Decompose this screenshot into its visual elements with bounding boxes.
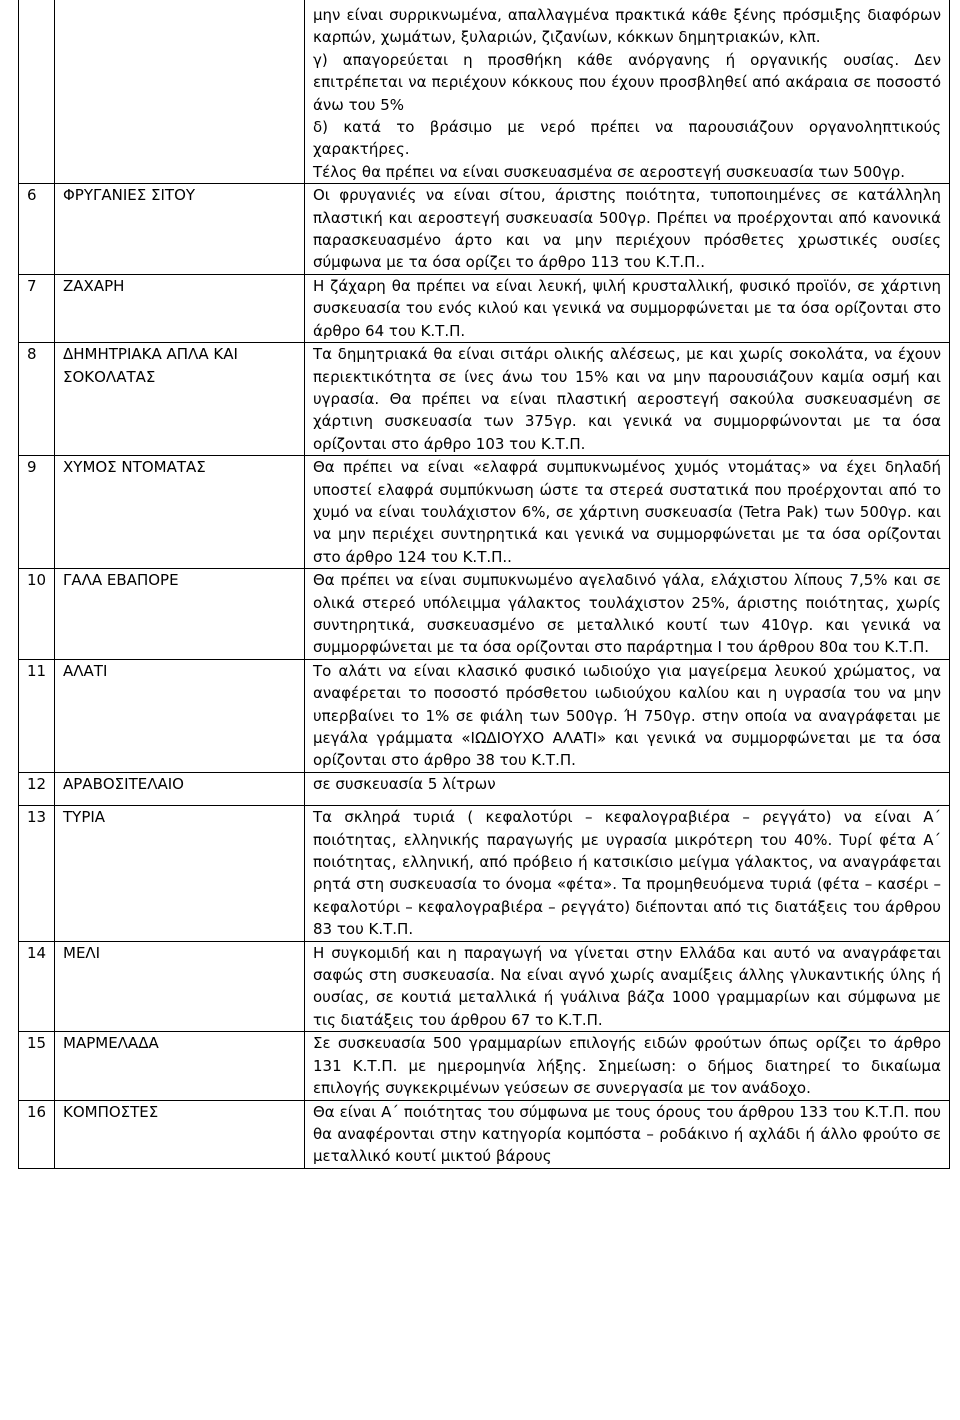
item-number: 8 <box>19 343 55 456</box>
table-row <box>19 806 950 941</box>
item-description: Η συγκομιδή και η παραγωγή να γίνεται στην Ελλάδα και αυτό να αναγράφεται σαφώς στη συσκευασία. Να είναι αγνό χωρίς αναμίξεις άλλης γλυκαντικής ύλης ή ουσίας, σε κουτιά μεταλλικά ή γυάλινα βάζα 1000 γραμμαρίων και σύμφωνα με τις διατάξεις του άρθρου 67 το Κ.Τ.Π. <box>305 941 950 1032</box>
item-number: 7 <box>19 274 55 342</box>
item-number: 11 <box>19 659 55 772</box>
item-description: Θα είναι Α΄ ποιότητας του σύμφωνα με τους όρους του άρθρου 133 του Κ.Τ.Π. που θα αναφέρονται στην κατηγορία κομπόστα – ροδάκινο ή αχλάδι ή άλλο φρούτο σε μεταλλικό κουτί μικτού βάρους <box>305 1100 950 1168</box>
item-name: ΦΡΥΓΑΝΙΕΣ ΣΙΤΟΥ <box>55 184 305 275</box>
item-description: Σε συσκευασία 500 γραμμαρίων επιλογής ειδών φρούτων όπως ορίζει το άρθρο 131 Κ.Τ.Π. με ημερομηνία λήξης. Σημείωση: ο δήμος διατηρεί το δικαίωμα επιλογής συγκεκριμένων γεύσεων σε συνεργασία με τον ανάδοχο. <box>305 1032 950 1100</box>
continuation-line: μην είναι συρρικνωμένα, απαλλαγμένα πρακτικά κάθε ξένης πρόσμιξης διαφόρων καρπών, χωμάτων, ξυλαριών, ζιζανίων, κόκκων δημητριακών, κλπ. <box>313 6 941 47</box>
item-number: 9 <box>19 456 55 569</box>
item-number: 16 <box>19 1100 55 1168</box>
table-row <box>19 456 950 569</box>
item-description: Θα πρέπει να είναι «ελαφρά συμπυκνωμένος χυμός ντομάτας» να έχει δηλαδή υποστεί ελαφρά συμπύκνωση ώστε τα στερεά συστατικά που προέρχονται από το χυμό να είναι τουλάχιστον 6%, σε χάρτινη συσκευασία (Tetra Pak) των 500γρ. και να μην περιέχει συντηρητικά και γενικά να συμμορφώνεται με τα όσα ορίζονται στο άρθρο 124 του Κ.Τ.Π.. <box>305 456 950 569</box>
item-description: σε συσκευασία 5 λίτρων <box>305 772 950 805</box>
item-name: ΧΥΜΟΣ ΝΤΟΜΑΤΑΣ <box>55 456 305 569</box>
table-row <box>19 659 950 772</box>
table-row <box>19 772 950 805</box>
table-row <box>19 1100 950 1168</box>
item-description: Τα δημητριακά θα είναι σιτάρι ολικής αλέσεως, με και χωρίς σοκολάτα, να έχουν περιεκτικότητα σε ίνες άνω του 15% και να μην παρουσιάζουν καμία οσμή και υγρασία. Θα πρέπει να είναι πλαστική αεροστεγή σακούλα συσκευασμένη σε χάρτινη συσκευασία των 375γρ. και γενικά να συμμορφώνονται με τα όσα ορίζονται στο άρθρο 103 του Κ.Τ.Π. <box>305 343 950 456</box>
table-row <box>19 184 950 275</box>
table-row <box>19 569 950 660</box>
item-number: 10 <box>19 569 55 660</box>
item-name: ΓΑΛΑ ΕΒΑΠΟΡΕ <box>55 569 305 660</box>
item-number: 14 <box>19 941 55 1032</box>
item-number-cell <box>19 0 55 184</box>
item-name: ΤΥΡΙΑ <box>55 806 305 941</box>
item-number: 6 <box>19 184 55 275</box>
continuation-line: γ) απαγορεύεται η προσθήκη κάθε ανόργανης ή οργανικής ουσίας. Δεν επιτρέπεται να περιέχουν κόκκους που έχουν προσβληθεί από ακάραια σε ποσοστό άνω του 5% <box>313 50 941 114</box>
item-name: ΚΟΜΠΟΣΤΕΣ <box>55 1100 305 1168</box>
table-row-continuation <box>19 0 950 184</box>
item-number: 13 <box>19 806 55 941</box>
item-name: ΑΛΑΤΙ <box>55 659 305 772</box>
table-row <box>19 274 950 342</box>
product-spec-table <box>18 0 950 1169</box>
table-row <box>19 941 950 1032</box>
item-description: Οι φρυγανιές να είναι σίτου, άριστης ποιότητα, τυποποιημένες σε κατάλληλη πλαστική και αεροστεγή συσκευασία 500γρ. Πρέπει να προέρχονται από κανονικά παρασκευασμένο άρτο και να μην περιέχουν πρόσθετες χρωστικές ουσίες σύμφωνα με τα όσα ορίζει το άρθρο 113 του Κ.Τ.Π.. <box>305 184 950 275</box>
continuation-line: Τέλος θα πρέπει να είναι συσκευασμένα σε αεροστεγή συσκευασία των 500γρ. <box>313 162 905 181</box>
continuation-line: δ) κατά το βράσιμο με νερό πρέπει να παρουσιάζουν οργανοληπτικούς χαρακτήρες. <box>313 118 941 159</box>
continuation-description <box>305 0 950 184</box>
item-description: Η ζάχαρη θα πρέπει να είναι λευκή, ψιλή κρυσταλλική, φυσικό προϊόν, σε χάρτινη συσκευασία του ενός κιλού και γενικά να συμμορφώνεται με τα όσα ορίζονται στο άρθρο 64 του Κ.Τ.Π. <box>305 274 950 342</box>
table-row <box>19 1032 950 1100</box>
item-name: ΔΗΜΗΤΡΙΑΚΑ ΑΠΛΑ ΚΑΙ ΣΟΚΟΛΑΤΑΣ <box>55 343 305 456</box>
item-description: Θα πρέπει να είναι συμπυκνωμένο αγελαδινό γάλα, ελάχιστου λίπους 7,5% και σε ολικά στερεό υπόλειμμα γάλακτος τουλάχιστον 25%, άριστης ποιότητας, χωρίς συντηρητικά, συσκευασμένο σε μεταλλικό κουτί των 410γρ. και γενικά να συμμορφώνεται με τα όσα ορίζονται στο παράρτημα Ι του άρθρου 80α του Κ.Τ.Π. <box>305 569 950 660</box>
item-description: Τα σκληρά τυριά ( κεφαλοτύρι – κεφαλογραβιέρα – ρεγγάτο) να είναι Α΄ ποιότητας, ελληνικής παραγωγής με υγρασία μικρότερη του 40%. Τυρί φέτα Α΄ ποιότητας, ελληνική, από πρόβειο ή κατσικίσιο μείγμα γάλακτος, να αναγράφεται ρητά στη συσκευασία το όνομα «φέτα». Τα προμηθευόμενα τυριά (φέτα – κασέρι – κεφαλοτύρι – κεφαλογραβιέρα – ρεγγάτο) διέπονται από τις διατάξεις του άρθρου 83 του Κ.Τ.Π. <box>305 806 950 941</box>
item-name: ΖΑΧΑΡΗ <box>55 274 305 342</box>
item-name: ΜΕΛΙ <box>55 941 305 1032</box>
item-name: ΜΑΡΜΕΛΑΔΑ <box>55 1032 305 1100</box>
item-name: ΑΡΑΒΟΣΙΤΕΛΑΙΟ <box>55 772 305 805</box>
item-name-cell <box>55 0 305 184</box>
item-number: 12 <box>19 772 55 805</box>
table-row <box>19 343 950 456</box>
item-description: Το αλάτι να είναι κλασικό φυσικό ιωδιούχο για μαγείρεμα λευκού χρώματος, να αναφέρεται το ποσοστό πρόσθετου ιωδιούχου καλίου και η υγρασία του να μην υπερβαίνει το 1% σε φιάλη των 500γρ. Ή 750γρ. στην οποία να αναγράφεται με μεγάλα γράμματα «ΙΩΔΙΟΥΧΟ ΑΛΑΤΙ» και γενικά να συμμορφώνεται με τα όσα ορίζονται στο άρθρο 38 του Κ.Τ.Π. <box>305 659 950 772</box>
item-number: 15 <box>19 1032 55 1100</box>
